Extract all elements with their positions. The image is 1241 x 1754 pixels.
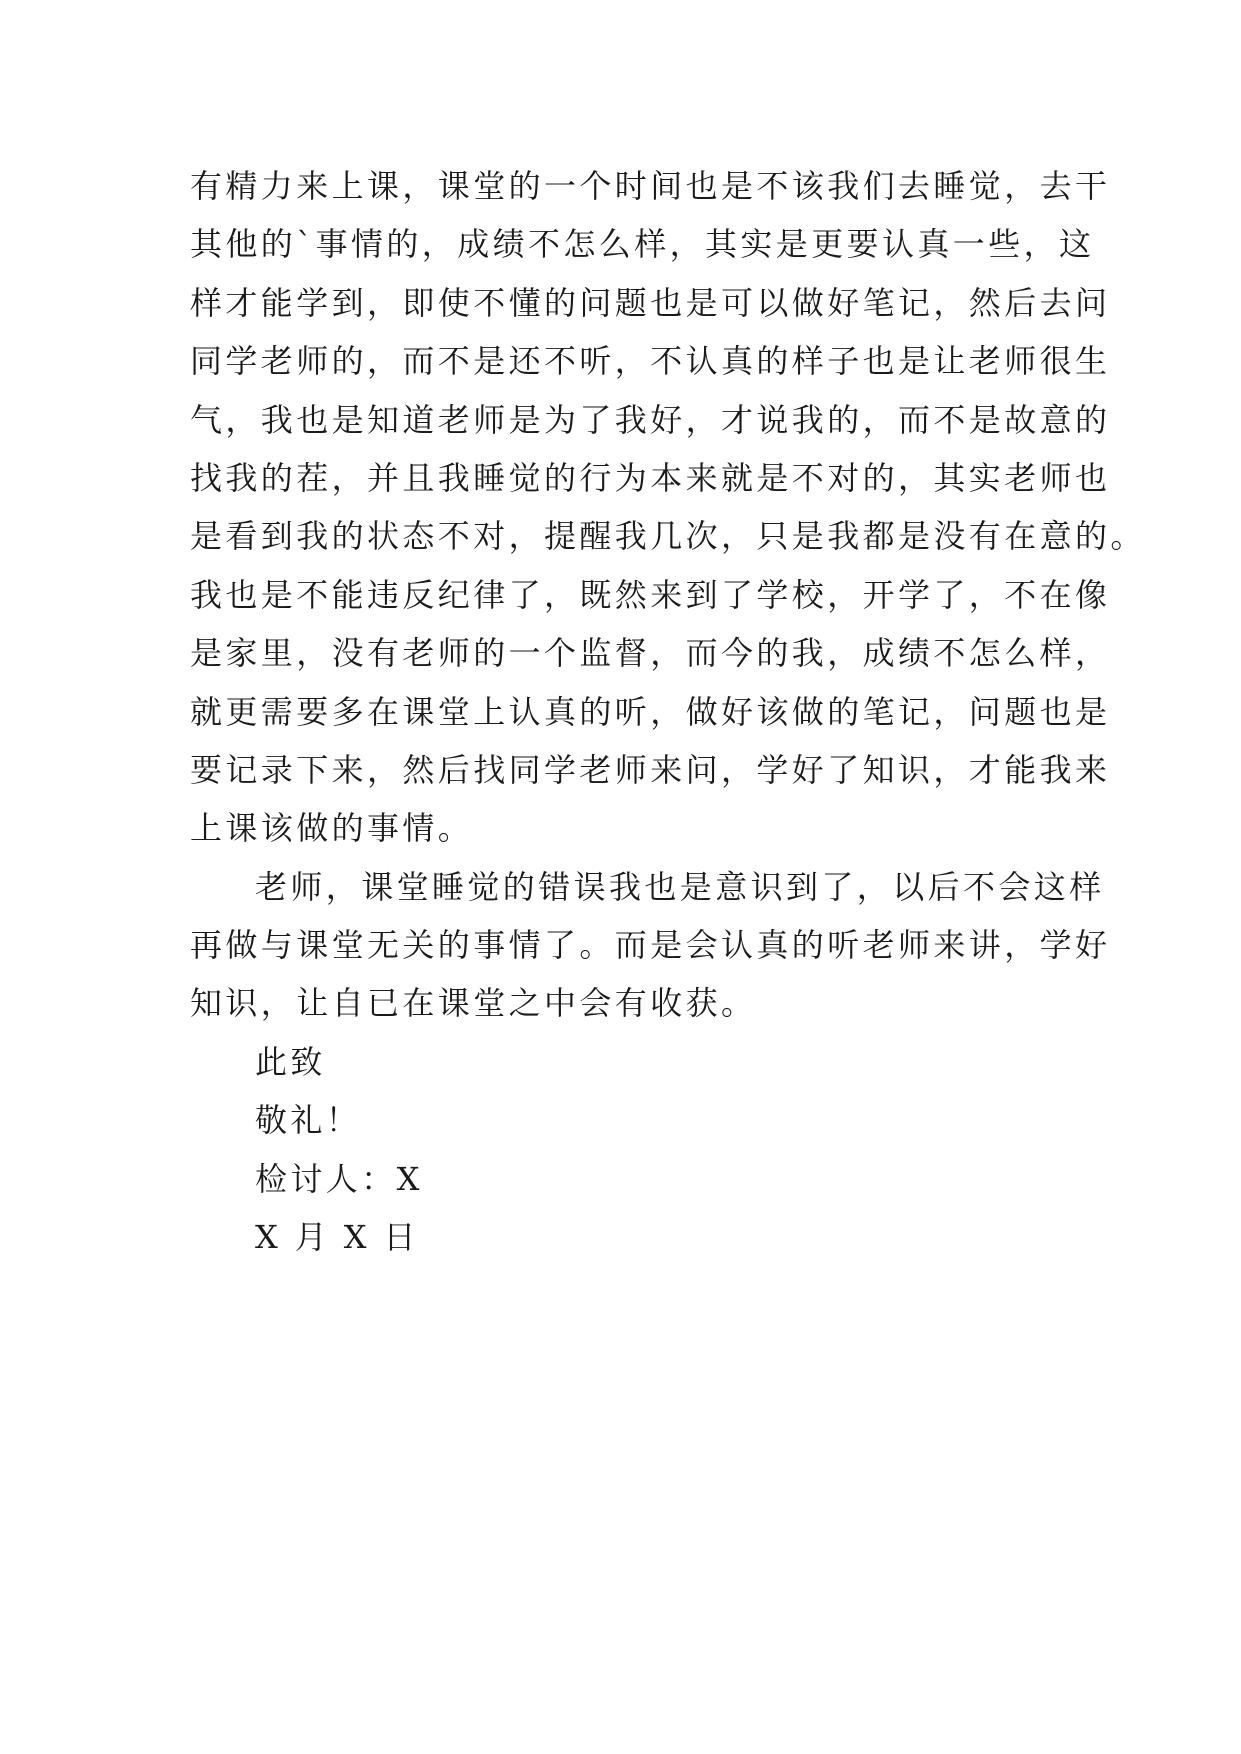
body-line: 上课该做的事情。 (190, 809, 474, 848)
body-line: 要记录下来，然后找同学老师来问，学好了知识，才能我来 (190, 750, 1111, 789)
body-line: 同学老师的，而不是还不听，不认真的样子也是让老师很生 (190, 342, 1111, 381)
paragraph2-line: 老师，课堂睡觉的错误我也是意识到了，以后不会这样 (255, 867, 1105, 906)
body-line: 就更需要多在课堂上认真的听，做好该做的笔记，问题也是 (190, 692, 1111, 731)
body-line: 找我的茬，并且我睡觉的行为本来就是不对的，其实老师也 (190, 458, 1111, 497)
body-line: 气，我也是知道老师是为了我好，才说我的，而不是故意的 (190, 400, 1111, 439)
closing-salutation-2: 敬礼！ (255, 1101, 362, 1140)
date-line: X 月 X 日 (255, 1218, 419, 1257)
signer-line: 检讨人：X (255, 1159, 423, 1198)
body-line: 我也是不能违反纪律了，既然来到了学校，开学了，不在像 (190, 575, 1111, 614)
body-line: 是家里，没有老师的一个监督，而今的我，成绩不怎么样， (190, 634, 1111, 673)
body-line: 其他的`事情的，成绩不怎么样，其实是更要认真一些，这 (190, 225, 1095, 264)
paragraph2-line: 知识，让自已在课堂之中会有收获。 (190, 984, 757, 1023)
closing-salutation-1: 此致 (255, 1042, 326, 1081)
document-body (190, 157, 1146, 1266)
body-line: 是看到我的状态不对，提醒我几次，只是我都是没有在意的。 (190, 517, 1146, 556)
paragraph2-line: 再做与课堂无关的事情了。而是会认真的听老师来讲，学好 (190, 926, 1111, 965)
body-line: 有精力来上课，课堂的一个时间也是不该我们去睡觉，去干 (190, 167, 1111, 205)
body-line: 样才能学到，即使不懂的问题也是可以做好笔记，然后去问 (190, 283, 1111, 322)
